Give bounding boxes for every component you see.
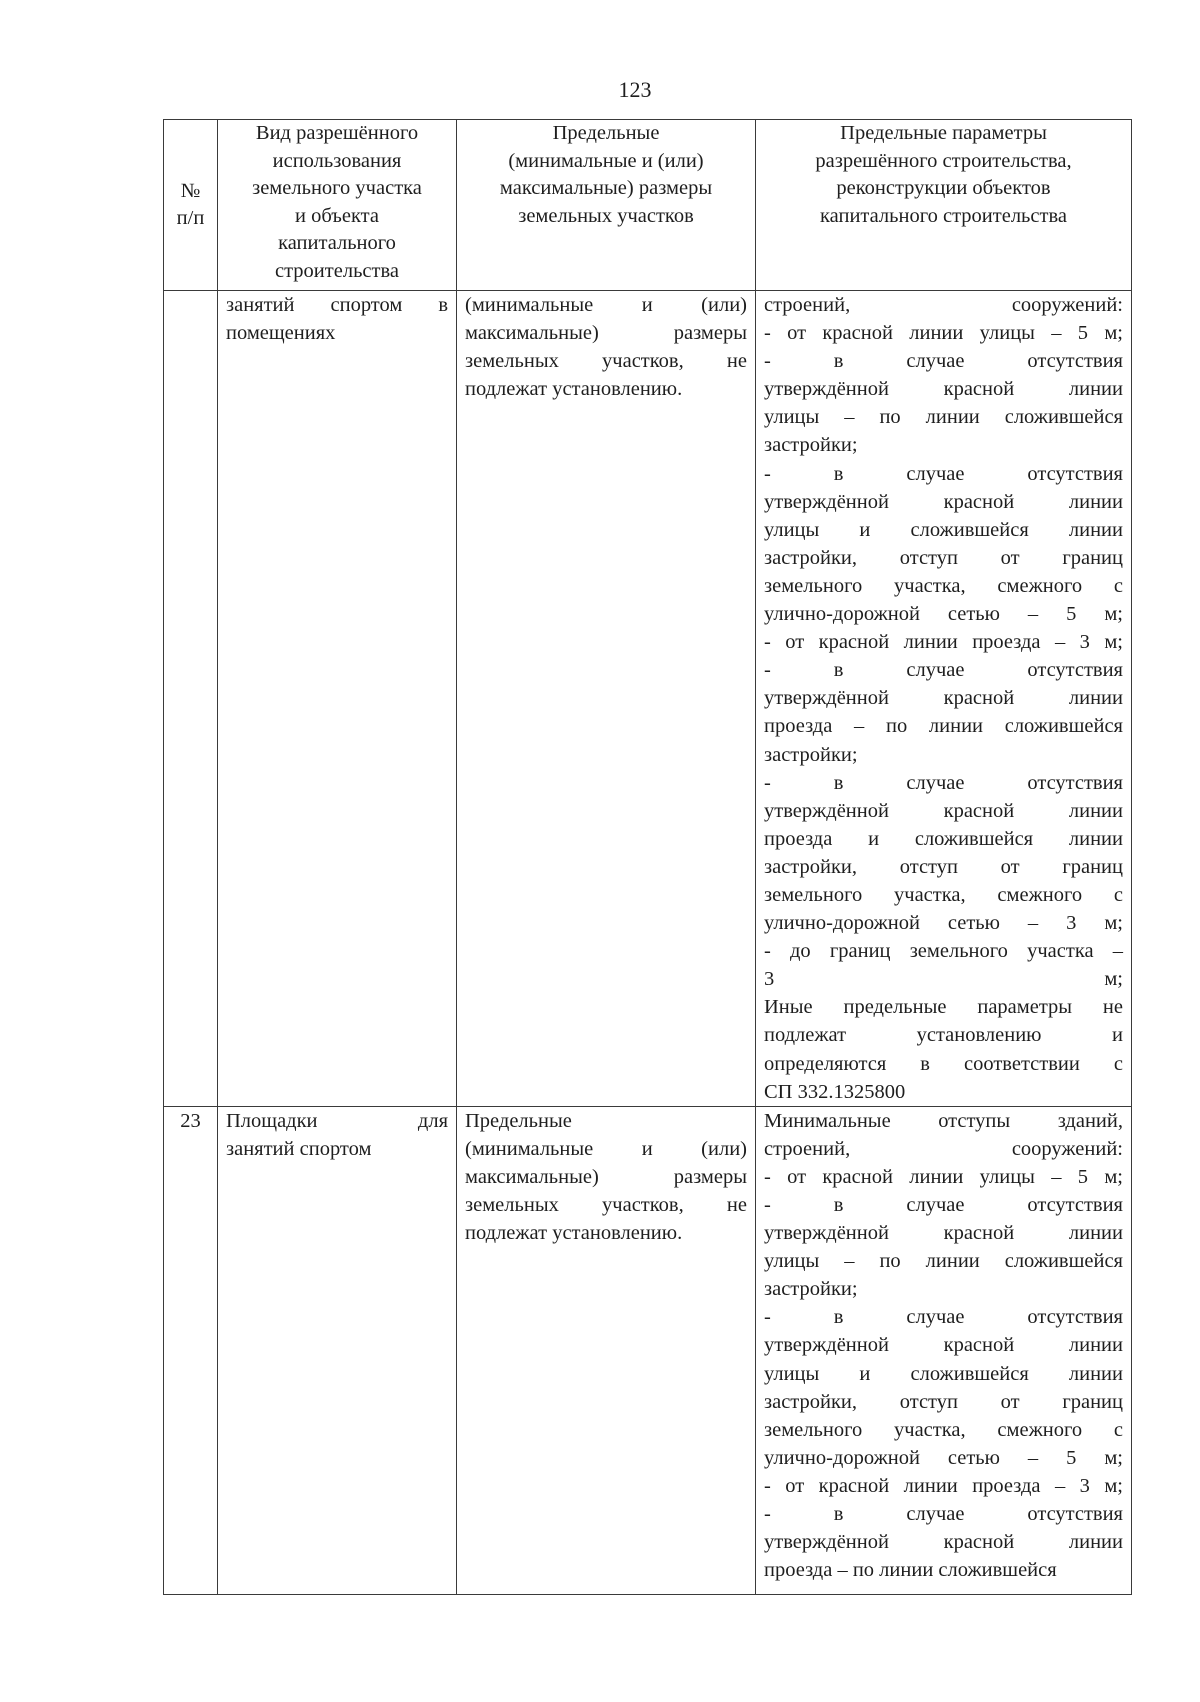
header-line: земельного участка: [252, 177, 422, 199]
header-plot-sizes: [457, 120, 756, 291]
text-line: застройки, отступ от границ: [764, 546, 1123, 569]
cell-plot-sizes: [457, 291, 756, 1107]
cell-construction-params: [756, 1106, 1132, 1594]
text-line: СП 332.1325800: [764, 1080, 906, 1103]
cell-construction-params: [756, 291, 1132, 1107]
header-line: Вид разрешённого: [255, 122, 419, 144]
text-line: - в случае отсутствия: [764, 1306, 1123, 1329]
text-line: улично-дорожной сетью – 5 м;: [764, 1446, 1123, 1469]
text-line: застройки;: [764, 1278, 858, 1301]
text-line: Предельные: [465, 1109, 572, 1132]
text-line: земельного участка, смежного с: [764, 574, 1123, 597]
text-line: - от красной линии проезда – 3 м;: [764, 631, 1123, 654]
header-line: земельных участков: [518, 204, 694, 227]
text-line: подлежат установлению.: [465, 1222, 683, 1245]
table-header-row: [164, 120, 1132, 291]
text-line: застройки;: [764, 434, 858, 457]
text-line: определяются в соответствии с: [764, 1052, 1123, 1075]
regulations-table: [163, 119, 1132, 1595]
text-line: утверждённой красной линии: [764, 1531, 1123, 1554]
table-row: [164, 291, 1132, 1107]
text-line: улицы – по линии сложившейся: [764, 406, 1123, 429]
header-line: п/п: [176, 207, 205, 229]
text-line: помещениях: [226, 322, 336, 345]
text-line: - в случае отсутствия: [764, 462, 1123, 485]
text-line: застройки, отступ от границ: [764, 1390, 1123, 1413]
row-number: [164, 291, 218, 1107]
text-line: - в случае отсутствия: [764, 350, 1123, 373]
cell-permitted-use: [218, 291, 457, 1107]
text-line: улицы и сложившейся линии: [764, 1362, 1123, 1385]
text-line: строений, сооружений:: [764, 294, 1123, 316]
text-line: застройки, отступ от границ: [764, 855, 1123, 878]
text-line: земельных участков, не: [465, 350, 747, 373]
header-line: и объекта: [295, 204, 379, 227]
page-number: 123: [618, 77, 652, 102]
table-row: [164, 1106, 1132, 1594]
header-line: максимальные) размеры: [499, 177, 713, 199]
text-line: строений, сооружений:: [764, 1137, 1123, 1160]
text-line: проезда – по линии сложившейся: [764, 715, 1123, 738]
text-line: улично-дорожной сетью – 5 м;: [764, 603, 1123, 626]
text-line: максимальные) размеры: [465, 1165, 747, 1188]
text-line: (минимальные и (или): [465, 1137, 747, 1160]
text-line: застройки;: [764, 743, 858, 766]
header-line: №: [180, 179, 201, 202]
text-line: утверждённой красной линии: [764, 490, 1123, 513]
header-line: реконструкции объектов: [836, 177, 1051, 199]
text-line: утверждённой красной линии: [764, 1334, 1123, 1357]
header-line: капитального: [278, 232, 396, 254]
header-line: использования: [272, 149, 402, 172]
text-line: (минимальные и (или): [465, 294, 747, 316]
text-line: утверждённой красной линии: [764, 1222, 1123, 1245]
text-line: земельного участка, смежного с: [764, 1418, 1123, 1441]
text-line: 3 м;: [764, 968, 1123, 991]
text-line: Площадки для: [226, 1109, 448, 1132]
header-number: [164, 120, 218, 291]
text-line: улицы и сложившейся линии: [764, 518, 1123, 541]
text-line: - от красной линии улицы – 5 м;: [764, 322, 1123, 345]
cell-permitted-use: [218, 1106, 457, 1594]
header-line: (минимальные и (или): [508, 149, 704, 172]
row-number: 23: [164, 1106, 218, 1594]
header-line: разрешённого строительства,: [815, 149, 1072, 172]
text-line: - в случае отсутствия: [764, 1503, 1123, 1526]
text-line: подлежат установлению и: [764, 1024, 1123, 1047]
text-line: земельного участка, смежного с: [764, 883, 1123, 906]
header-line: Предельные: [552, 122, 660, 144]
header-construction-params: [756, 120, 1132, 291]
text-line: утверждённой красной линии: [764, 799, 1123, 822]
text-line: - в случае отсутствия: [764, 771, 1123, 794]
header-line: Предельные параметры: [840, 122, 1047, 144]
text-line: проезда и сложившейся линии: [764, 827, 1123, 850]
text-line: улично-дорожной сетью – 3 м;: [764, 912, 1123, 935]
text-line: занятий спортом: [226, 1137, 372, 1160]
text-line: - в случае отсутствия: [764, 1194, 1123, 1216]
text-line: - от красной линии улицы – 5 м;: [764, 1165, 1123, 1188]
header-permitted-use: [218, 120, 457, 291]
text-line: - от красной линии проезда – 3 м;: [764, 1474, 1123, 1497]
text-line: утверждённой красной линии: [764, 378, 1123, 401]
text-line: занятий спортом в: [226, 294, 448, 316]
header-line: капитального строительства: [820, 204, 1067, 227]
text-line: - в случае отсутствия: [764, 659, 1123, 682]
text-line: улицы – по линии сложившейся: [764, 1250, 1123, 1273]
text-line: подлежат установлению.: [465, 378, 683, 401]
text-line: максимальные) размеры: [465, 322, 747, 345]
text-line: Минимальные отступы зданий,: [764, 1109, 1123, 1132]
text-line: земельных участков, не: [465, 1194, 747, 1216]
text-line: - до границ земельного участка –: [764, 940, 1123, 963]
text-line: утверждённой красной линии: [764, 687, 1123, 710]
text-line: Иные предельные параметры не: [764, 996, 1123, 1019]
cell-plot-sizes: [457, 1106, 756, 1594]
text-line: проезда – по линии сложившейся: [764, 1559, 1057, 1582]
header-line: строительства: [275, 259, 399, 282]
